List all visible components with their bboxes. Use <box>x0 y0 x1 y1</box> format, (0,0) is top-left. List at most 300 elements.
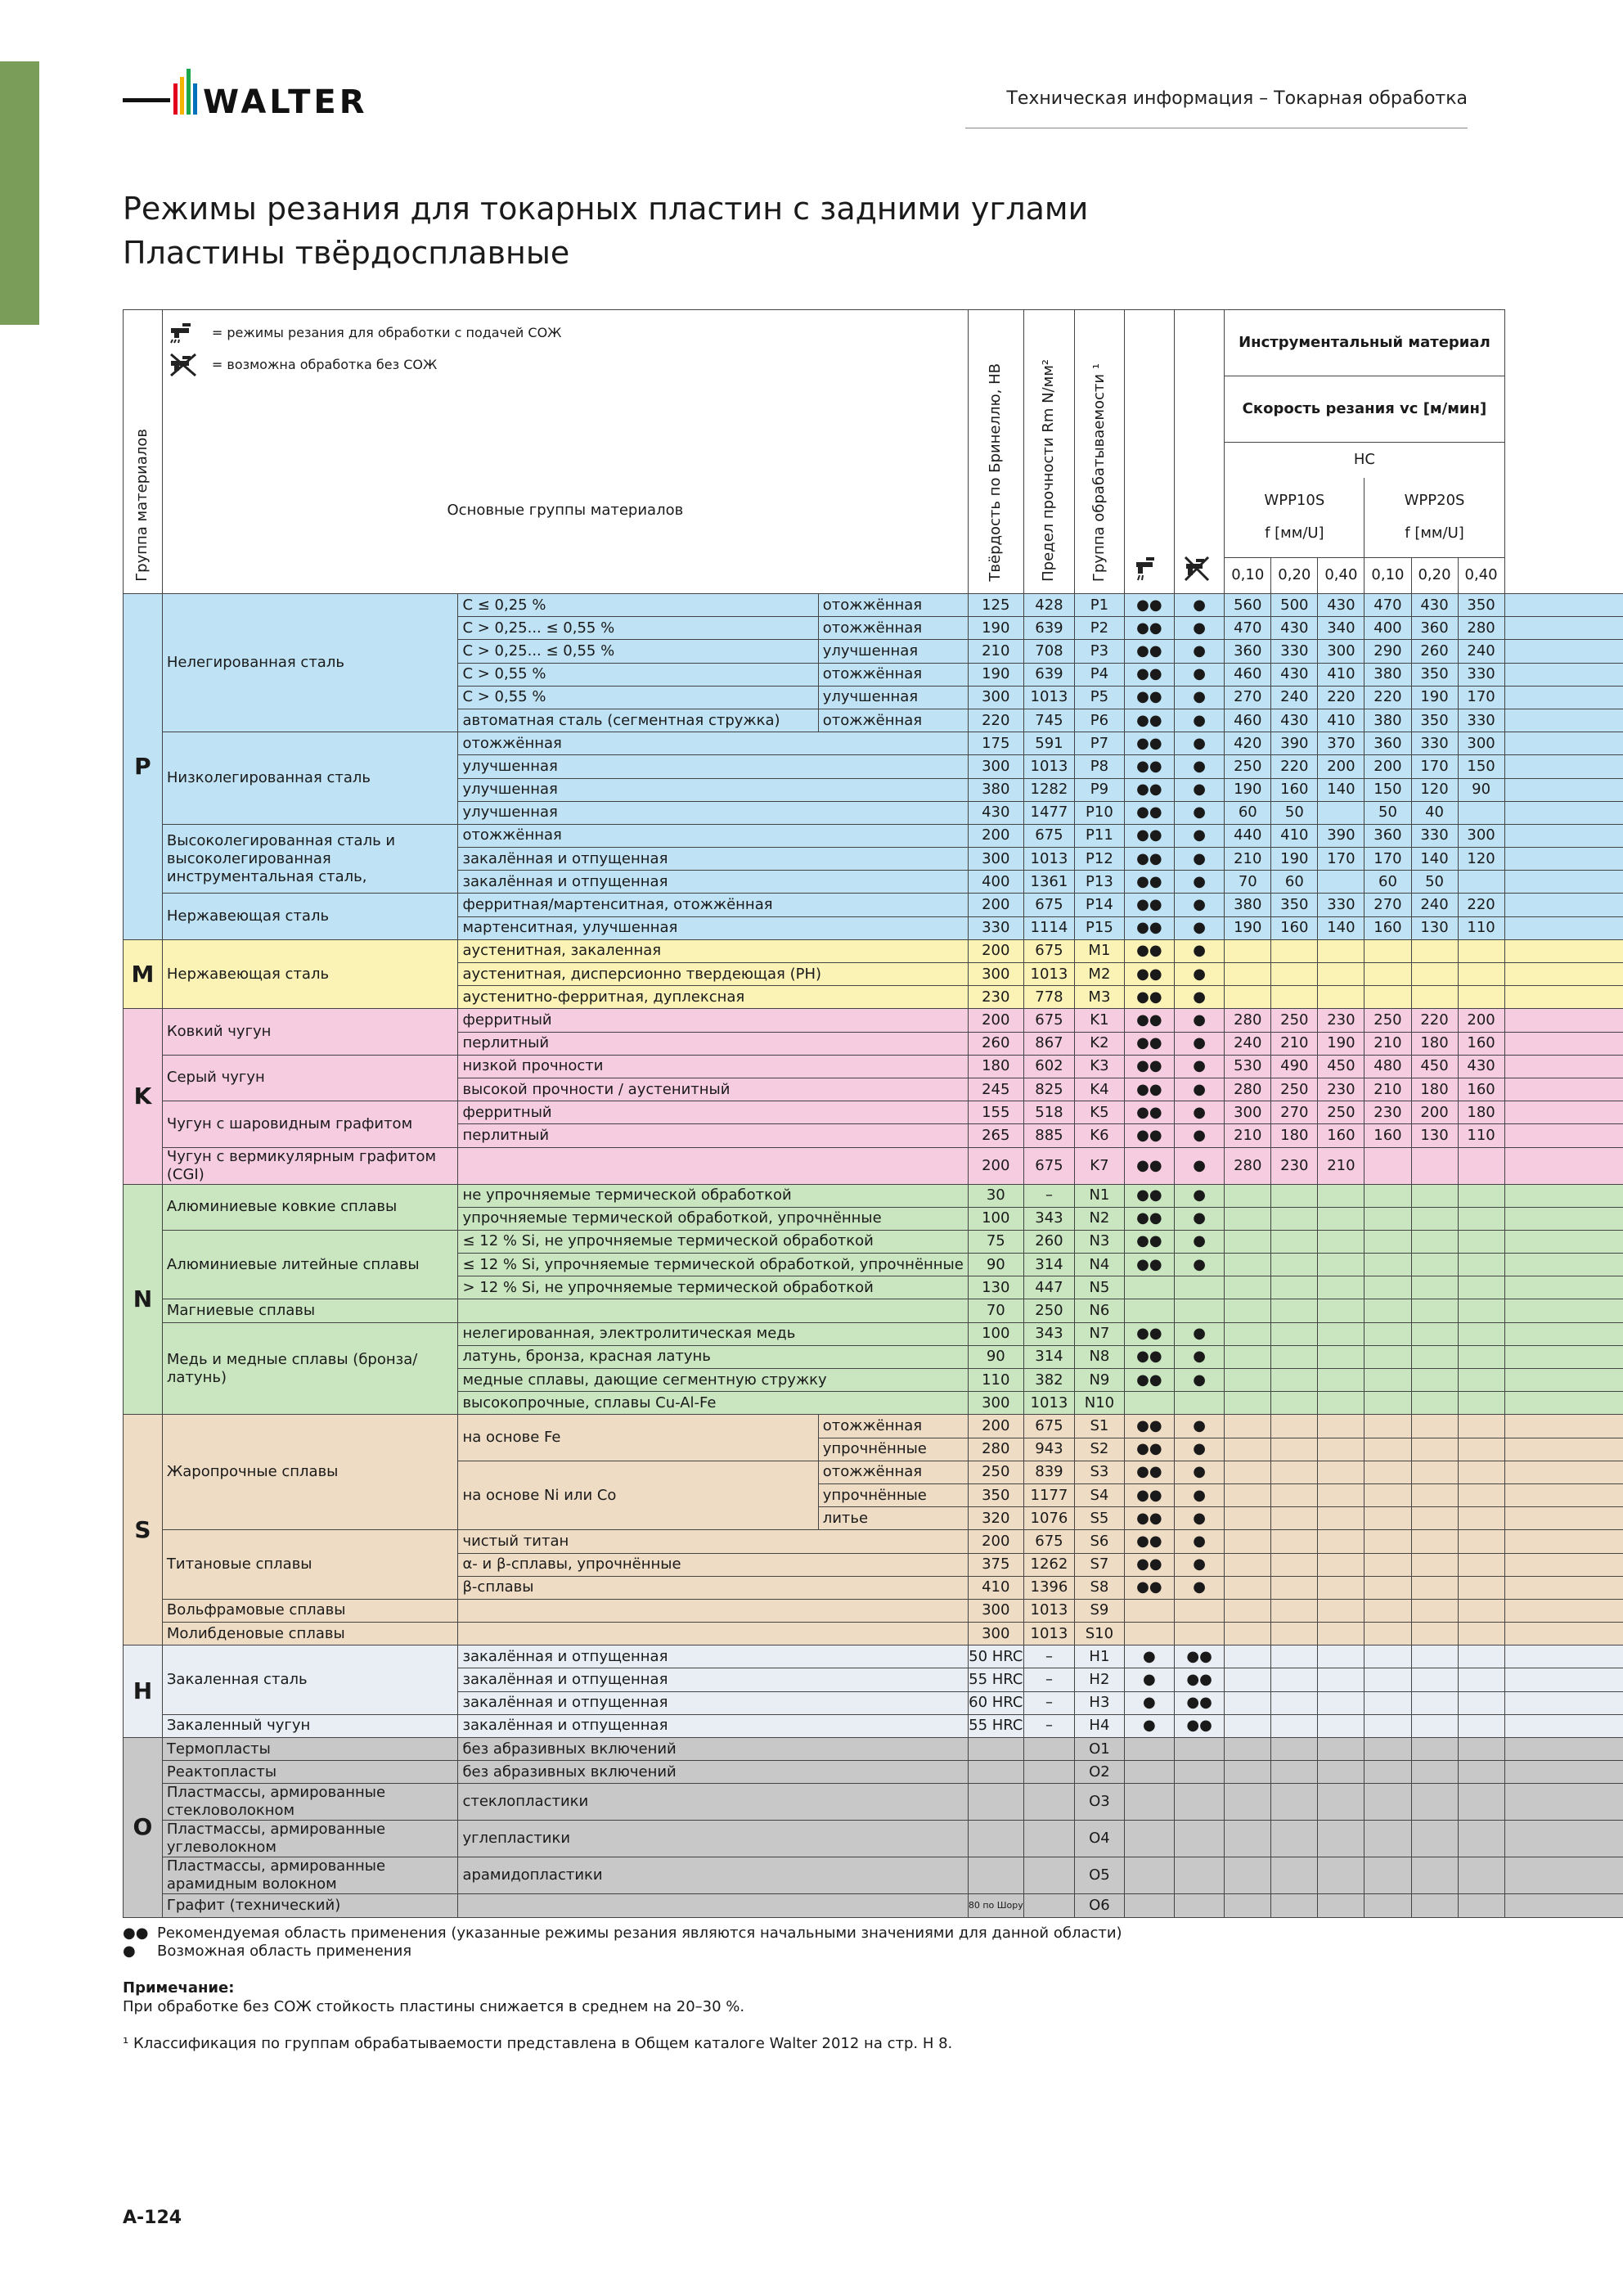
dry-application: ● <box>1174 1055 1224 1078</box>
cutting-speed <box>1364 1714 1411 1737</box>
strength-value <box>1023 1894 1074 1917</box>
table-row <box>124 939 1623 962</box>
cutting-speed: 430 <box>1271 617 1318 640</box>
cutting-speed <box>1318 1668 1364 1691</box>
cutting-speed: 450 <box>1318 1055 1364 1078</box>
cutting-speed: 150 <box>1458 755 1504 778</box>
table-row <box>124 1101 1623 1124</box>
machinability-code: S1 <box>1075 1415 1125 1438</box>
cutting-speed <box>1318 1599 1364 1622</box>
dry-application: ● <box>1174 663 1224 686</box>
cutting-speed: 240 <box>1411 894 1458 916</box>
machinability-code: N3 <box>1075 1230 1125 1253</box>
dry-application: ● <box>1174 824 1224 847</box>
wet-application: ●● <box>1124 1553 1174 1576</box>
strength-value: 602 <box>1023 1055 1074 1078</box>
material-state: улучшенная <box>818 640 968 663</box>
cutting-speed: 130 <box>1411 1124 1458 1147</box>
cutting-speed <box>1458 1599 1504 1622</box>
hardness-value: 200 <box>968 1530 1023 1553</box>
cutting-speed: 160 <box>1271 916 1318 939</box>
cutting-speed <box>1364 986 1411 1009</box>
material-name: Медь и медные сплавы (бронза/латунь) <box>162 1322 458 1415</box>
strength-value: 1076 <box>1023 1507 1074 1530</box>
cutting-speed <box>1458 1894 1504 1917</box>
feed-col: 0,10 <box>1225 557 1271 593</box>
hardness-value: 155 <box>968 1101 1023 1124</box>
cutting-speed: 300 <box>1458 732 1504 755</box>
row-extension <box>1504 871 1623 894</box>
hardness-value: 320 <box>968 1507 1023 1530</box>
cutting-speed <box>1458 1392 1504 1415</box>
wet-application: ●● <box>1124 1207 1174 1230</box>
wet-application: ● <box>1124 1668 1174 1691</box>
row-extension <box>1504 1761 1623 1784</box>
hardness-value: 230 <box>968 986 1023 1009</box>
material-state: отожжённая <box>818 663 968 686</box>
cutting-speed <box>1225 1714 1271 1737</box>
machinability-code: S7 <box>1075 1553 1125 1576</box>
cutting-speed <box>1225 1345 1271 1368</box>
machinability-code: N1 <box>1075 1184 1125 1207</box>
material-condition: мартенситная, улучшенная <box>458 916 968 939</box>
cutting-speed <box>1225 1553 1271 1576</box>
dry-application: ● <box>1174 1032 1224 1055</box>
hardness-value: 430 <box>968 801 1023 824</box>
page-title-line1: Режимы резания для токарных пластин с задними углами <box>123 191 1089 227</box>
dry-application: ● <box>1174 1322 1224 1345</box>
cutting-speed: 460 <box>1225 663 1271 686</box>
cutting-speed <box>1225 1322 1271 1345</box>
row-extension <box>1504 732 1623 755</box>
cutting-speed: 420 <box>1225 732 1271 755</box>
material-condition: закалённая и отпущенная <box>458 848 968 871</box>
hardness-value: 220 <box>968 709 1023 732</box>
cutting-speed <box>1411 1299 1458 1322</box>
cutting-speed <box>1318 871 1364 894</box>
row-extension <box>1504 963 1623 986</box>
section-tab <box>0 61 39 325</box>
table-row <box>124 1894 1623 1917</box>
table-row <box>124 1415 1623 1438</box>
cutting-speed <box>1318 1507 1364 1530</box>
hardness-value: 300 <box>968 848 1023 871</box>
row-extension <box>1504 1299 1623 1322</box>
hardness-value: 245 <box>968 1078 1023 1101</box>
tool-material-header: Инструментальный материал <box>1225 310 1504 376</box>
strength-value <box>1023 1857 1074 1894</box>
dry-application: ● <box>1174 1124 1224 1147</box>
cutting-speed: 210 <box>1318 1147 1364 1184</box>
material-name: Пластмассы, армированные углеволокном <box>162 1821 458 1857</box>
material-condition: латунь, бронза, красная латунь <box>458 1345 968 1368</box>
dry-application: ● <box>1174 1101 1224 1124</box>
dry-application: ● <box>1174 732 1224 755</box>
cutting-speed: 300 <box>1318 640 1364 663</box>
cutting-speed <box>1271 1184 1318 1207</box>
cutting-speed <box>1458 1738 1504 1761</box>
wet-application <box>1124 1738 1174 1761</box>
cutting-speed <box>1318 1438 1364 1461</box>
cutting-speed <box>1458 801 1504 824</box>
cutting-speed <box>1458 1147 1504 1184</box>
cutting-speed: 390 <box>1271 732 1318 755</box>
dry-application: ●● <box>1174 1714 1224 1737</box>
row-extension <box>1504 916 1623 939</box>
cutting-speed: 440 <box>1225 824 1271 847</box>
material-condition: низкой прочности <box>458 1055 968 1078</box>
cutting-speed <box>1271 1761 1318 1784</box>
cutting-speed: 360 <box>1225 640 1271 663</box>
cutting-speed <box>1458 1276 1504 1299</box>
cutting-speed <box>1364 1530 1411 1553</box>
cutting-speed <box>1458 1553 1504 1576</box>
machinability-code: H4 <box>1075 1714 1125 1737</box>
cutting-speed: 200 <box>1318 755 1364 778</box>
cutting-speed: 230 <box>1318 1009 1364 1032</box>
cutting-speed <box>1271 1230 1318 1253</box>
cutting-speed <box>1271 1821 1318 1857</box>
material-condition: упрочняемые термической обработкой, упрочнённые <box>458 1207 968 1230</box>
material-state: отожжённая <box>818 617 968 640</box>
dry-application: ● <box>1174 1483 1224 1506</box>
cutting-speed: 230 <box>1318 1078 1364 1101</box>
dry-application <box>1174 1392 1224 1415</box>
table-row <box>124 1738 1623 1761</box>
dry-application: ● <box>1174 1530 1224 1553</box>
cutting-speed: 160 <box>1458 1078 1504 1101</box>
cutting-speed <box>1411 1691 1458 1714</box>
dry-application: ● <box>1174 686 1224 709</box>
dry-application <box>1174 1276 1224 1299</box>
machinability-code: N2 <box>1075 1207 1125 1230</box>
row-extension <box>1504 1623 1623 1645</box>
row-extension <box>1504 1392 1623 1415</box>
row-extension <box>1504 894 1623 916</box>
row-extension <box>1504 1553 1623 1576</box>
strength-value: 825 <box>1023 1078 1074 1101</box>
wet-application: ●● <box>1124 1483 1174 1506</box>
grade-wpp20s: WPP20S f [мм/U] <box>1364 478 1504 558</box>
cutting-speed <box>1411 1322 1458 1345</box>
walter-logo <box>123 59 401 133</box>
cutting-speed <box>1411 1623 1458 1645</box>
cutting-speed: 330 <box>1271 640 1318 663</box>
machinability-code: M2 <box>1075 963 1125 986</box>
material-name: Графит (технический) <box>162 1894 458 1917</box>
strength-value: 885 <box>1023 1124 1074 1147</box>
wet-application <box>1124 1784 1174 1821</box>
cutting-speed <box>1225 1415 1271 1438</box>
cutting-speed <box>1458 1254 1504 1276</box>
table-row <box>124 1299 1623 1322</box>
table-row <box>124 1857 1623 1894</box>
hardness-value: 80 по Шору <box>968 1894 1023 1917</box>
cutting-speed <box>1458 939 1504 962</box>
cutting-speed <box>1271 1415 1318 1438</box>
machinability-code: H1 <box>1075 1645 1125 1668</box>
cutting-speed: 60 <box>1225 801 1271 824</box>
dry-application: ● <box>1174 1147 1224 1184</box>
main-groups-label: Основные группы материалов <box>447 502 684 519</box>
cutting-speed <box>1411 986 1458 1009</box>
cutting-speed: 410 <box>1318 709 1364 732</box>
cutting-speed <box>1225 1461 1271 1483</box>
cutting-speed: 380 <box>1364 709 1411 732</box>
row-extension <box>1504 1821 1623 1857</box>
wet-application: ●● <box>1124 755 1174 778</box>
hardness-value: 130 <box>968 1276 1023 1299</box>
cutting-speed <box>1225 1392 1271 1415</box>
cutting-speed: 500 <box>1271 594 1318 617</box>
cutting-speed: 490 <box>1271 1055 1318 1078</box>
cutting-speed <box>1364 1415 1411 1438</box>
row-extension <box>1504 1894 1623 1917</box>
cutting-speed: 330 <box>1458 663 1504 686</box>
cutting-speed <box>1458 1623 1504 1645</box>
cutting-speed: 470 <box>1225 617 1271 640</box>
cutting-speed <box>1271 1553 1318 1576</box>
hardness-value: 100 <box>968 1322 1023 1345</box>
strength-value: 343 <box>1023 1207 1074 1230</box>
cutting-speed: 350 <box>1458 594 1504 617</box>
cutting-speed <box>1458 1483 1504 1506</box>
cutting-speed: 170 <box>1458 686 1504 709</box>
cutting-speed: 240 <box>1458 640 1504 663</box>
hardness-value: 265 <box>968 1124 1023 1147</box>
cutting-speed: 160 <box>1318 1124 1364 1147</box>
cutting-speed: 190 <box>1318 1032 1364 1055</box>
machinability-code: S6 <box>1075 1530 1125 1553</box>
material-condition: чистый титан <box>458 1530 968 1553</box>
wet-application: ● <box>1124 1714 1174 1737</box>
hardness-value: 280 <box>968 1438 1023 1461</box>
material-condition: закалённая и отпущенная <box>458 1691 968 1714</box>
strength-value: 591 <box>1023 732 1074 755</box>
hardness-value: 350 <box>968 1483 1023 1506</box>
machinability-code: S9 <box>1075 1599 1125 1622</box>
material-state: упрочнённые <box>818 1483 968 1506</box>
wet-application: ●● <box>1124 1438 1174 1461</box>
cutting-speed <box>1225 1483 1271 1506</box>
row-extension <box>1504 848 1623 871</box>
dry-application: ● <box>1174 939 1224 962</box>
cutting-speed: 190 <box>1271 848 1318 871</box>
cutting-speed <box>1411 1645 1458 1668</box>
cutting-speed: 530 <box>1225 1055 1271 1078</box>
machinability-code: P4 <box>1075 663 1125 686</box>
feed-col: 0,40 <box>1318 557 1364 593</box>
cutting-speed: 110 <box>1458 1124 1504 1147</box>
cutting-speed: 230 <box>1271 1147 1318 1184</box>
cutting-speed: 240 <box>1225 1032 1271 1055</box>
wet-application: ●● <box>1124 939 1174 962</box>
table-row <box>124 1599 1623 1622</box>
strength-value: 518 <box>1023 1101 1074 1124</box>
cutting-speed: 330 <box>1411 824 1458 847</box>
material-state: упрочнённые <box>818 1438 968 1461</box>
row-extension <box>1504 1576 1623 1599</box>
cutting-speed: 220 <box>1411 1009 1458 1032</box>
cutting-speed <box>1364 1230 1411 1253</box>
legend-single-dot: ● <box>123 1943 136 1960</box>
cutting-data-table <box>123 309 1623 1918</box>
dry-application: ● <box>1174 916 1224 939</box>
cutting-speed <box>1364 1483 1411 1506</box>
strength-value: 1013 <box>1023 686 1074 709</box>
wet-application <box>1124 1894 1174 1917</box>
strength-value: 1177 <box>1023 1483 1074 1506</box>
wet-application: ●● <box>1124 848 1174 871</box>
material-state: отожжённая <box>818 1461 968 1483</box>
cutting-speed <box>1318 1623 1364 1645</box>
row-extension <box>1504 1668 1623 1691</box>
cutting-speed <box>1411 1714 1458 1737</box>
machinability-code: S10 <box>1075 1623 1125 1645</box>
machinability-code: O3 <box>1075 1784 1125 1821</box>
cutting-speed <box>1458 1821 1504 1857</box>
cutting-speed <box>1225 1576 1271 1599</box>
material-condition: улучшенная <box>458 755 968 778</box>
cutting-speed <box>1318 1483 1364 1506</box>
cutting-speed <box>1364 1299 1411 1322</box>
strength-value: 745 <box>1023 709 1074 732</box>
cutting-speed <box>1271 1691 1318 1714</box>
hardness-value: 200 <box>968 1415 1023 1438</box>
cutting-speed <box>1411 1507 1458 1530</box>
wet-application: ●● <box>1124 1576 1174 1599</box>
cutting-speed <box>1271 986 1318 1009</box>
cutting-speed <box>1225 1738 1271 1761</box>
material-condition: C > 0,25... ≤ 0,55 % <box>458 640 818 663</box>
material-header <box>162 310 968 594</box>
strength-value: 708 <box>1023 640 1074 663</box>
wet-application: ●● <box>1124 640 1174 663</box>
cutting-speed <box>1364 1147 1411 1184</box>
cutting-speed <box>1271 1576 1318 1599</box>
machinability-code: P2 <box>1075 617 1125 640</box>
cutting-speed: 430 <box>1411 594 1458 617</box>
cutting-speed <box>1271 1530 1318 1553</box>
cutting-speed <box>1225 1668 1271 1691</box>
cutting-speed: 220 <box>1364 686 1411 709</box>
material-name: Нелегированная сталь <box>162 594 458 732</box>
legend-single-dot-text: Возможная область применения <box>157 1943 412 1960</box>
cutting-speed <box>1225 1207 1271 1230</box>
cutting-speed: 130 <box>1411 916 1458 939</box>
cutting-speed <box>1364 1645 1411 1668</box>
material-condition: > 12 % Si, не упрочняемые термической обработкой <box>458 1276 968 1299</box>
row-extension <box>1504 939 1623 962</box>
row-extension <box>1504 1738 1623 1761</box>
strength-value: 943 <box>1023 1438 1074 1461</box>
legend-double-dot-text: Рекомендуемая область применения (указанные режимы резания являются начальными значениями для данной области) <box>157 1925 1122 1942</box>
dry-application <box>1174 1599 1224 1622</box>
cutting-speed <box>1318 801 1364 824</box>
note-text: При обработке без СОЖ стойкость пластины снижается в среднем на 20–30 %. <box>123 1998 745 2015</box>
strength-value: 675 <box>1023 1415 1074 1438</box>
cutting-speed <box>1458 1230 1504 1253</box>
cutting-speed <box>1458 1691 1504 1714</box>
cutting-speed: 140 <box>1411 848 1458 871</box>
cutting-speed <box>1225 1299 1271 1322</box>
cutting-speed: 370 <box>1318 732 1364 755</box>
speed-header: Скорость резания vc [м/мин] <box>1225 376 1504 442</box>
cutting-speed: 170 <box>1364 848 1411 871</box>
dry-application: ● <box>1174 640 1224 663</box>
dry-col-icon <box>1183 554 1216 582</box>
dry-application: ●● <box>1174 1691 1224 1714</box>
legend-double-dot: ●● <box>123 1925 149 1942</box>
section-title: Техническая информация – Токарная обработка <box>1006 88 1468 109</box>
wet-application <box>1124 1857 1174 1894</box>
dry-application: ● <box>1174 755 1224 778</box>
dry-application: ● <box>1174 594 1224 617</box>
machinability-code: S5 <box>1075 1507 1125 1530</box>
dry-application: ● <box>1174 1184 1224 1207</box>
dry-application: ● <box>1174 1507 1224 1530</box>
cutting-speed <box>1364 1254 1411 1276</box>
cutting-speed: 380 <box>1364 663 1411 686</box>
strength-header: Предел прочности Rm N/мм² <box>1023 310 1074 594</box>
material-state: улучшенная <box>818 686 968 709</box>
dry-application <box>1174 1857 1224 1894</box>
wet-application: ●● <box>1124 1032 1174 1055</box>
cutting-speed <box>1225 963 1271 986</box>
hardness-value: 300 <box>968 1599 1023 1622</box>
strength-value <box>1023 1821 1074 1857</box>
wet-application: ●● <box>1124 894 1174 916</box>
strength-value: 839 <box>1023 1461 1074 1483</box>
material-condition: без абразивных включений <box>458 1738 968 1761</box>
cutting-speed: 460 <box>1225 709 1271 732</box>
cutting-speed: 330 <box>1411 732 1458 755</box>
cutting-speed <box>1225 1530 1271 1553</box>
cutting-speed: 430 <box>1271 663 1318 686</box>
machinability-code: P6 <box>1075 709 1125 732</box>
table-row <box>124 1055 1623 1078</box>
dry-application: ● <box>1174 1009 1224 1032</box>
machinability-code: H2 <box>1075 1668 1125 1691</box>
cutting-speed: 230 <box>1364 1101 1411 1124</box>
material-condition: закалённая и отпущенная <box>458 1645 968 1668</box>
row-extension <box>1504 709 1623 732</box>
wet-application: ●● <box>1124 871 1174 894</box>
material-condition <box>458 1894 968 1917</box>
strength-value: 314 <box>1023 1345 1074 1368</box>
wet-application: ●● <box>1124 1369 1174 1392</box>
cutting-speed: 410 <box>1318 663 1364 686</box>
material-state: отожжённая <box>818 594 968 617</box>
strength-value: 1013 <box>1023 963 1074 986</box>
cutting-speed <box>1318 1369 1364 1392</box>
cutting-speed: 210 <box>1271 1032 1318 1055</box>
hardness-value: 110 <box>968 1369 1023 1392</box>
cutting-speed: 240 <box>1271 686 1318 709</box>
cutting-speed <box>1411 1369 1458 1392</box>
dry-application: ● <box>1174 709 1224 732</box>
dry-application: ● <box>1174 1461 1224 1483</box>
cutting-speed <box>1364 1691 1411 1714</box>
material-condition: без абразивных включений <box>458 1761 968 1784</box>
cutting-speed <box>1318 1184 1364 1207</box>
machinability-code: K5 <box>1075 1101 1125 1124</box>
table-row <box>124 1623 1623 1645</box>
wet-application: ●● <box>1124 1124 1174 1147</box>
row-extension <box>1504 1415 1623 1438</box>
cutting-speed <box>1271 1483 1318 1506</box>
cutting-speed <box>1411 1576 1458 1599</box>
